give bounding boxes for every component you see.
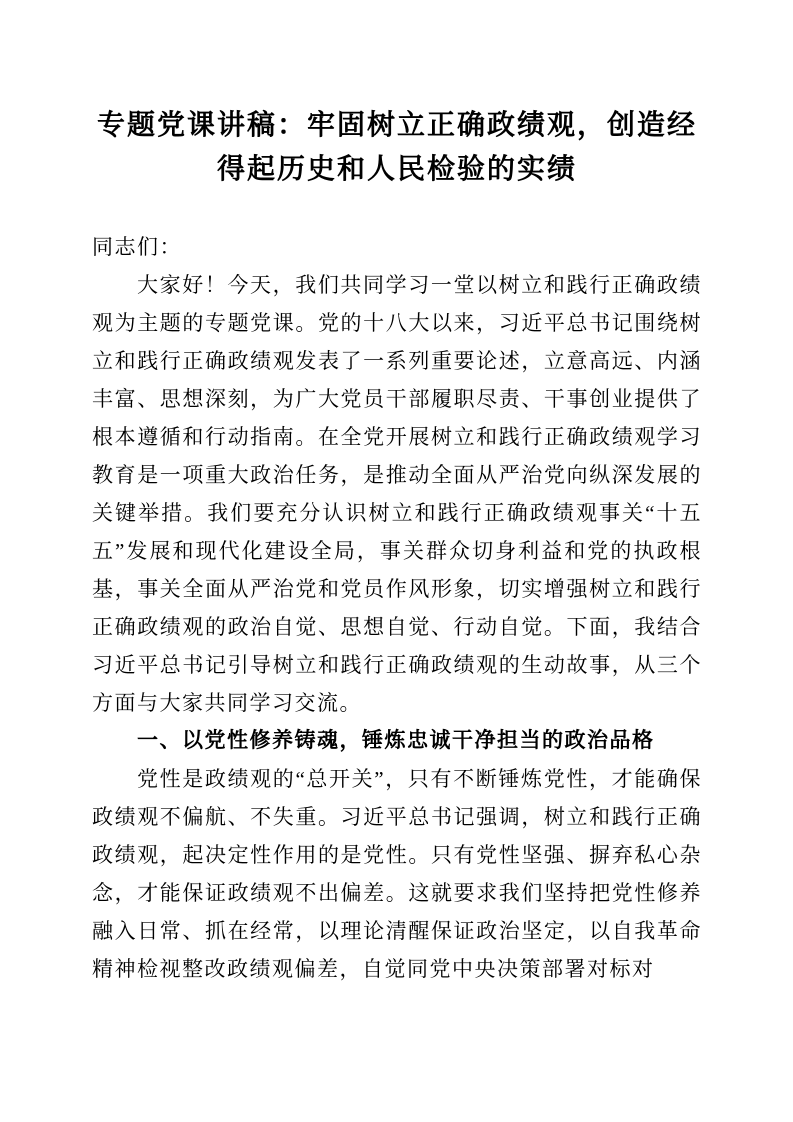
section-1-paragraph: 党性是政绩观的“总开关”，只有不断锤炼党性，才能确保政绩观不偏航、不失重。习近平总书记强调，树立和践行正确政绩观，起决定性作用的是党性。只有党性坚强、摒弃私心杂念，才能保证政绩观不出偏差。这就要求我们坚持把党性修养融入日常、抓在经常，以理论清醒保证政治坚定，以自我革命精神检视整改政绩观偏差，自觉同党中央决策部署对标对 <box>92 767 702 981</box>
intro-paragraph: 大家好！今天，我们共同学习一堂以树立和践行正确政绩观为主题的专题党课。党的十八大以来，习近平总书记围绕树立和践行正确政绩观发表了一系列重要论述，立意高远、内涵丰富、思想深刻，为广大党员干部履职尽责、干事创业提供了根本遵循和行动指南。在全党开展树立和践行正确政绩观学习教育是一项重大政治任务，是推动全面从严治党向纵深发展的关键举措。我们要充分认识树立和践行正确政绩观事关“十五五”发展和现代化建设全局，事关群众切身利益和党的执政根基，事关全面从严治党和党员作风形象，切实增强树立和践行正确政绩观的政治自觉、思想自觉、行动自觉。下面，我结合习近平总书记引导树立和践行正确政绩观的生动故事，从三个方面与大家共同学习交流。 <box>92 273 702 715</box>
document-content <box>0 104 793 988</box>
salutation: 同志们： <box>92 235 182 259</box>
document-body <box>92 228 702 988</box>
document-title: 专题党课讲稿：牢固树立正确政绩观，创造经得起历史和人民检验的实绩 <box>96 110 697 185</box>
section-1-heading: 一、以党性修养铸魂，锤炼忠诚干净担当的政治品格 <box>137 729 655 752</box>
